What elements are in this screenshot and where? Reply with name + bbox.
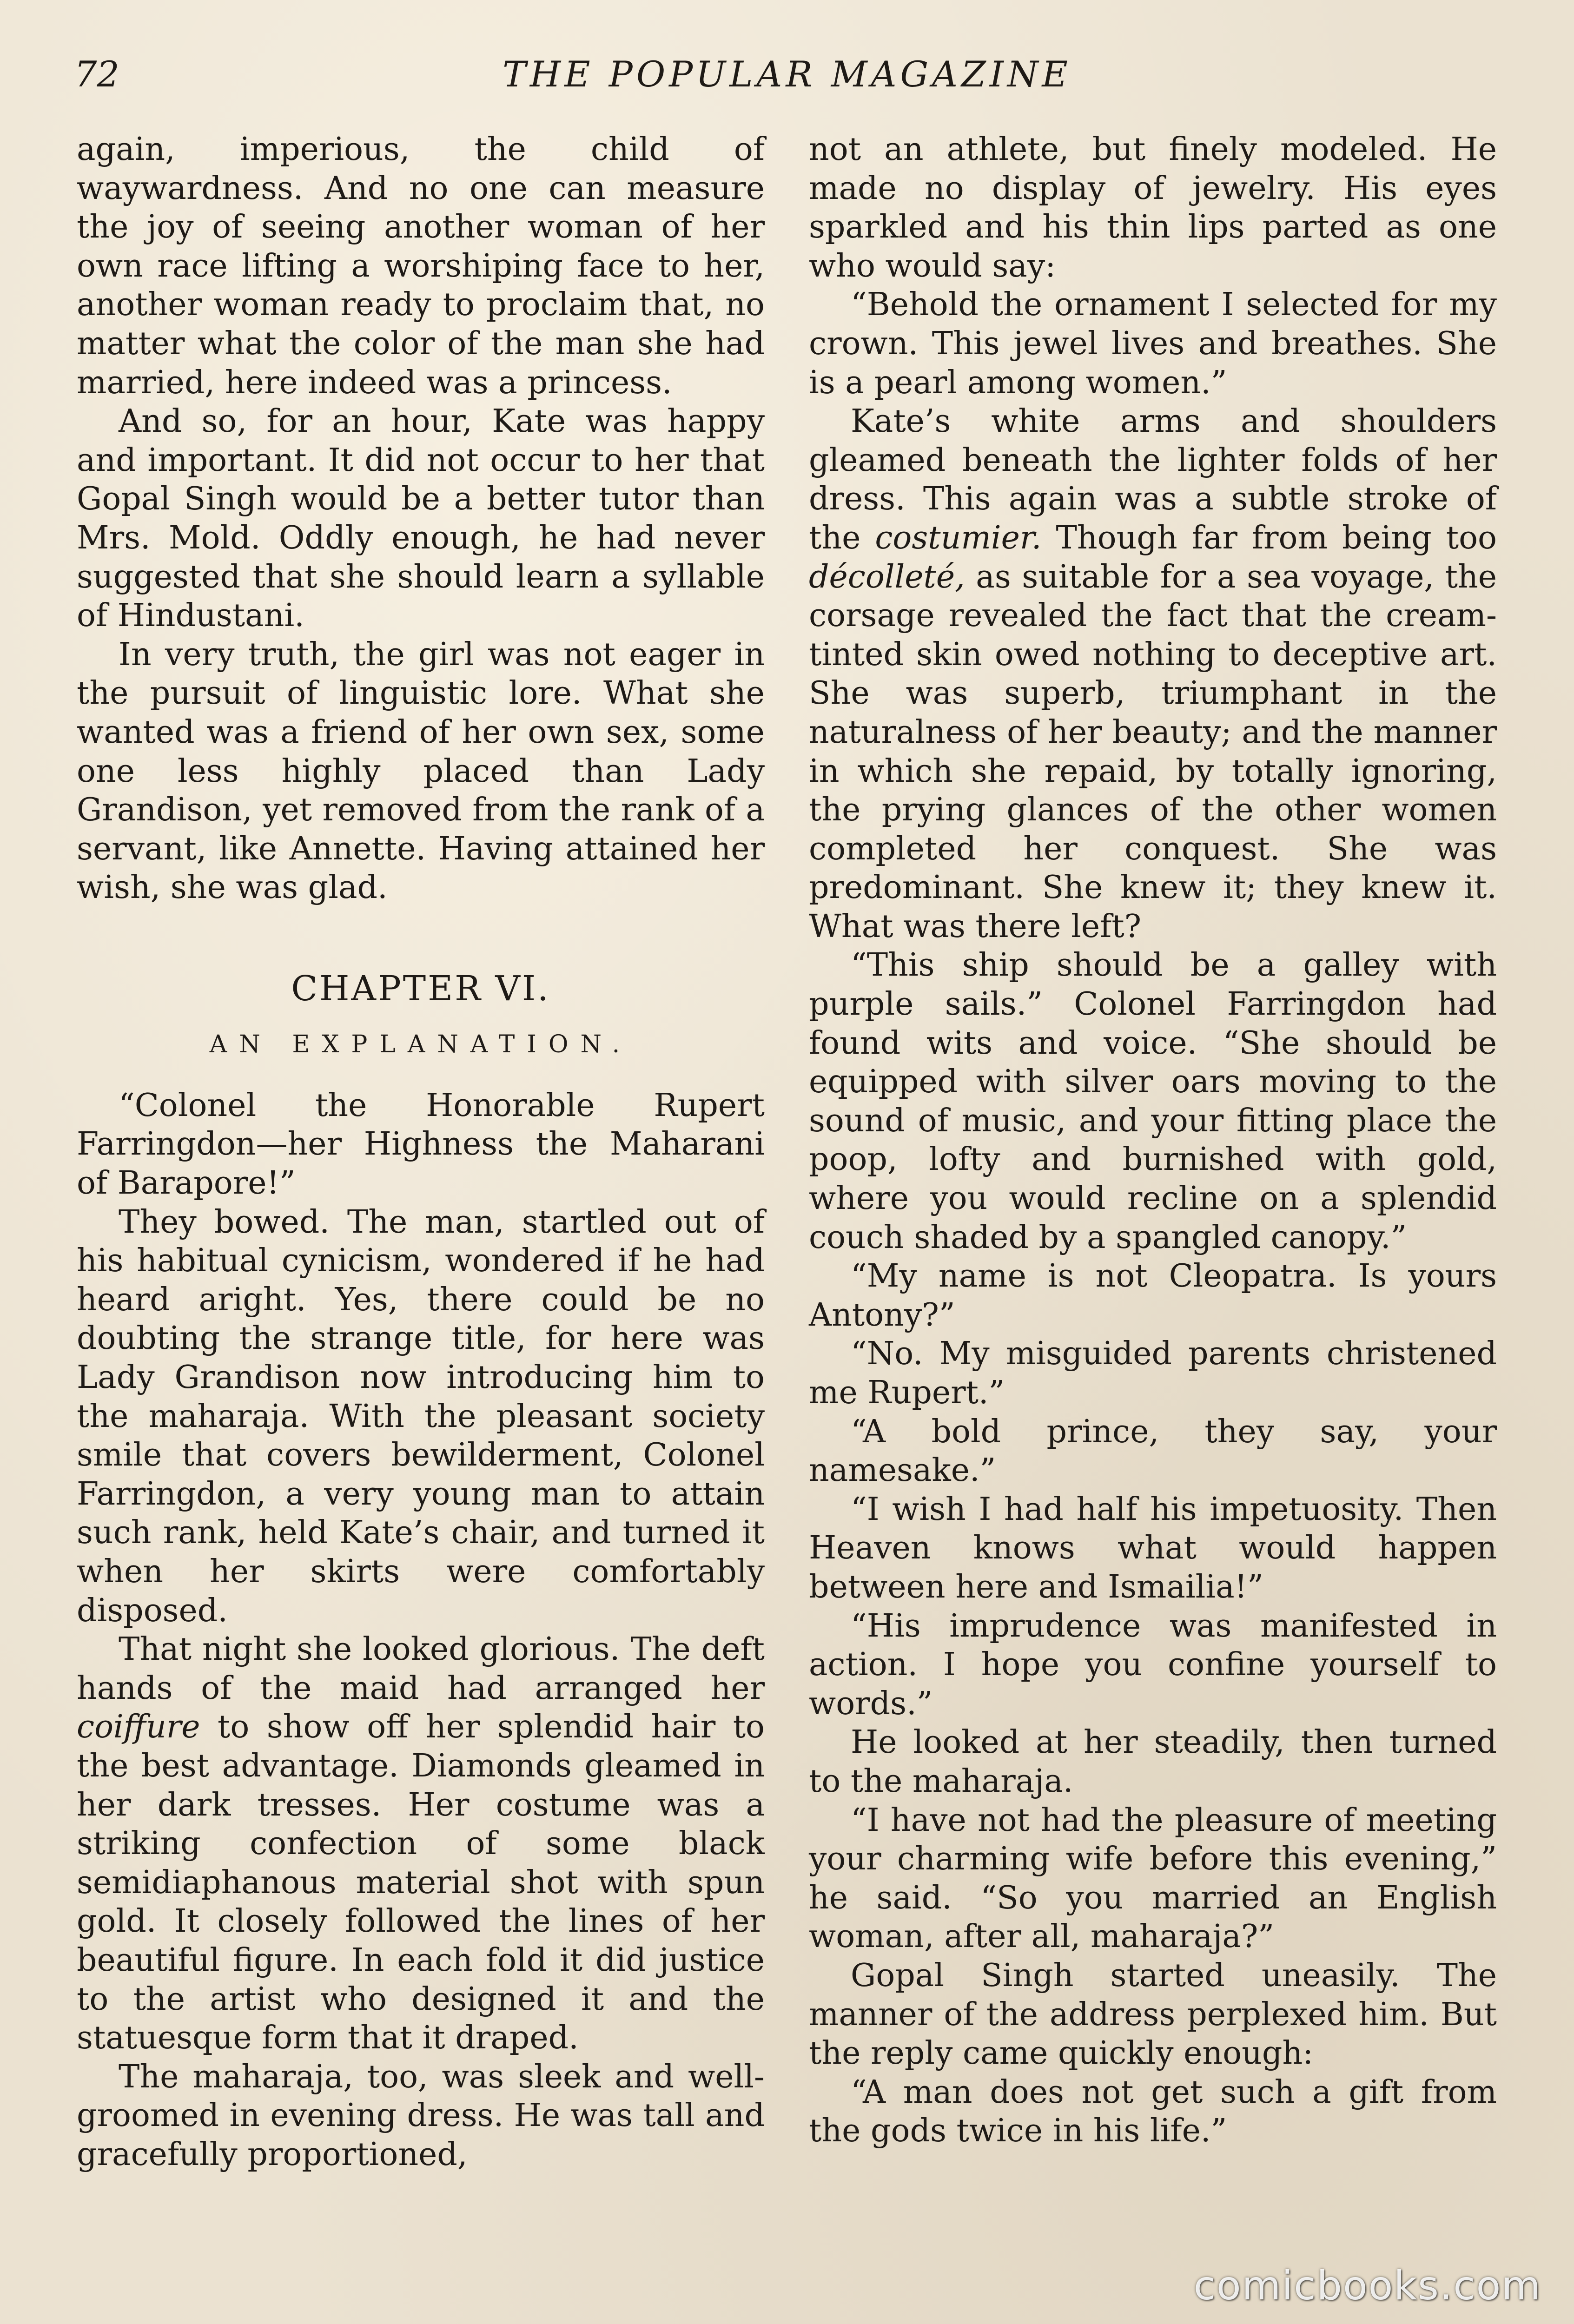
paragraph: He looked at her steadily, then turned to the maharaja. [809, 1724, 1497, 1800]
italic-text: décolleté, [809, 558, 965, 595]
chapter-heading [77, 965, 765, 1061]
text-run: That night she looked glorious. The deft hands of the maid had arranged her [77, 1631, 765, 1707]
paragraph [809, 402, 1497, 946]
paragraph: “His imprudence was manifested in action. I hope you confine yourself to words.” [809, 1607, 1497, 1722]
paragraph: And so, for an hour, Kate was happy and important. It did not occur to her that Gopal Singh would be a better tutor than Mrs. Mold. Oddly enough, he had never suggested that she should learn a syllable of Hindustani. [77, 403, 765, 634]
text-run: Though far from being too [1041, 519, 1497, 556]
paragraph: “No. My misguided parents christened me Rupert.” [809, 1335, 1497, 1411]
running-title: THE POPULAR MAGAZINE [503, 53, 1071, 95]
paragraph: again, imperious, the child of waywardness. And no one can measure the joy of seeing another woman of her own race lifting a worshiping face to her, another woman ready to proclaim that, no matter what the color of the man she had married, here indeed was a princess. [77, 131, 765, 401]
left-column [77, 130, 765, 2174]
paragraph: “Behold the ornament I selected for my crown. This jewel lives and breathes. She is a pearl among women.” [809, 286, 1497, 401]
paragraph: The maharaja, too, was sleek and well-groomed in evening dress. He was tall and gracefully proportioned, [77, 2058, 765, 2173]
paragraph: “I have not had the pleasure of meeting your charming wife before this evening,” he said. “So you married an English woman, after all, maharaja?” [809, 1802, 1497, 1955]
italic-text: costumier. [875, 519, 1042, 556]
text-run: to show off her splendid hair to the best advantage. Diamonds gleamed in her dark tresses. Her costume was a striking confection of some black semidiaphanous material shot with spun gold. It closely followed the lines of her beautiful figure. In each fold it did justice to the artist who designed it and the statuesque form that it draped. [77, 1709, 765, 2057]
site-watermark: comicbooks.com [1193, 2263, 1541, 2309]
page-number: 72 [74, 53, 119, 95]
paragraph: “This ship should be a galley with purple sails.” Colonel Farringdon had found wits and voice. “She should be equipped with silver oars moving to the sound of music, and your fitting place the poop, lofty and burnished with gold, where you would recline on a splendid couch shaded by a spangled canopy.” [809, 947, 1497, 1256]
text-run: as suitable for a sea voyage, the corsage revealed the fact that the cream-tinted skin owed nothing to deceptive art. She was superb, triumphant in the naturalness of her beauty; and the manner in which she repaid, by totally ignoring, the prying glances of the other women completed her conquest. She was predominant. She knew it; they knew it. What was there left? [809, 558, 1497, 945]
italic-text: coiffure [77, 1709, 200, 1746]
paragraph: In very truth, the girl was not eager in the pursuit of linguistic lore. What she wanted was a friend of her own sex, some one less highly placed than Lady Grandison, yet removed from the rank of a servant, like Annette. Having attained her wish, she was glad. [77, 636, 765, 906]
text-run: Kate’s white arms and shoulders gleamed beneath the lighter folds of her dress. This again was a subtle stroke of the [809, 403, 1497, 556]
paragraph: They bowed. The man, startled out of his habitual cynicism, wondered if he had heard aright. Yes, there could be no doubting the strange title, for here was Lady Grandison now introducing him to the maharaja. With the pleasant society smile that covers bewilderment, Colonel Farringdon, a very young man to attain such rank, held Kate’s chair, and turned it when her skirts were comfortably disposed. [77, 1203, 765, 1629]
right-column [809, 130, 1497, 2151]
page-header [74, 46, 1500, 102]
paragraph: “Colonel the Honorable Rupert Farringdon—her Highness the Maharani of Barapore!” [77, 1087, 765, 1202]
chapter-subtitle: AN EXPLANATION. [209, 1030, 632, 1058]
paragraph: not an athlete, but finely modeled. He made no display of jewelry. His eyes sparkled and his thin lips parted as one who would say: [809, 131, 1497, 284]
paragraph: “I wish I had half his impetuosity. Then Heaven knows what would happen between here and Ismailia!” [809, 1491, 1497, 1605]
paragraph: “A man does not get such a gift from the gods twice in his life.” [809, 2073, 1497, 2150]
paragraph: “A bold prince, they say, your namesake.” [809, 1413, 1497, 1489]
paragraph [77, 1630, 765, 2058]
paragraph: “My name is not Cleopatra. Is yours Antony?” [809, 1258, 1497, 1334]
chapter-title: CHAPTER VI. [291, 968, 550, 1009]
paragraph: Gopal Singh started uneasily. The manner of the address perplexed him. But the reply came quickly enough: [809, 1957, 1497, 2072]
